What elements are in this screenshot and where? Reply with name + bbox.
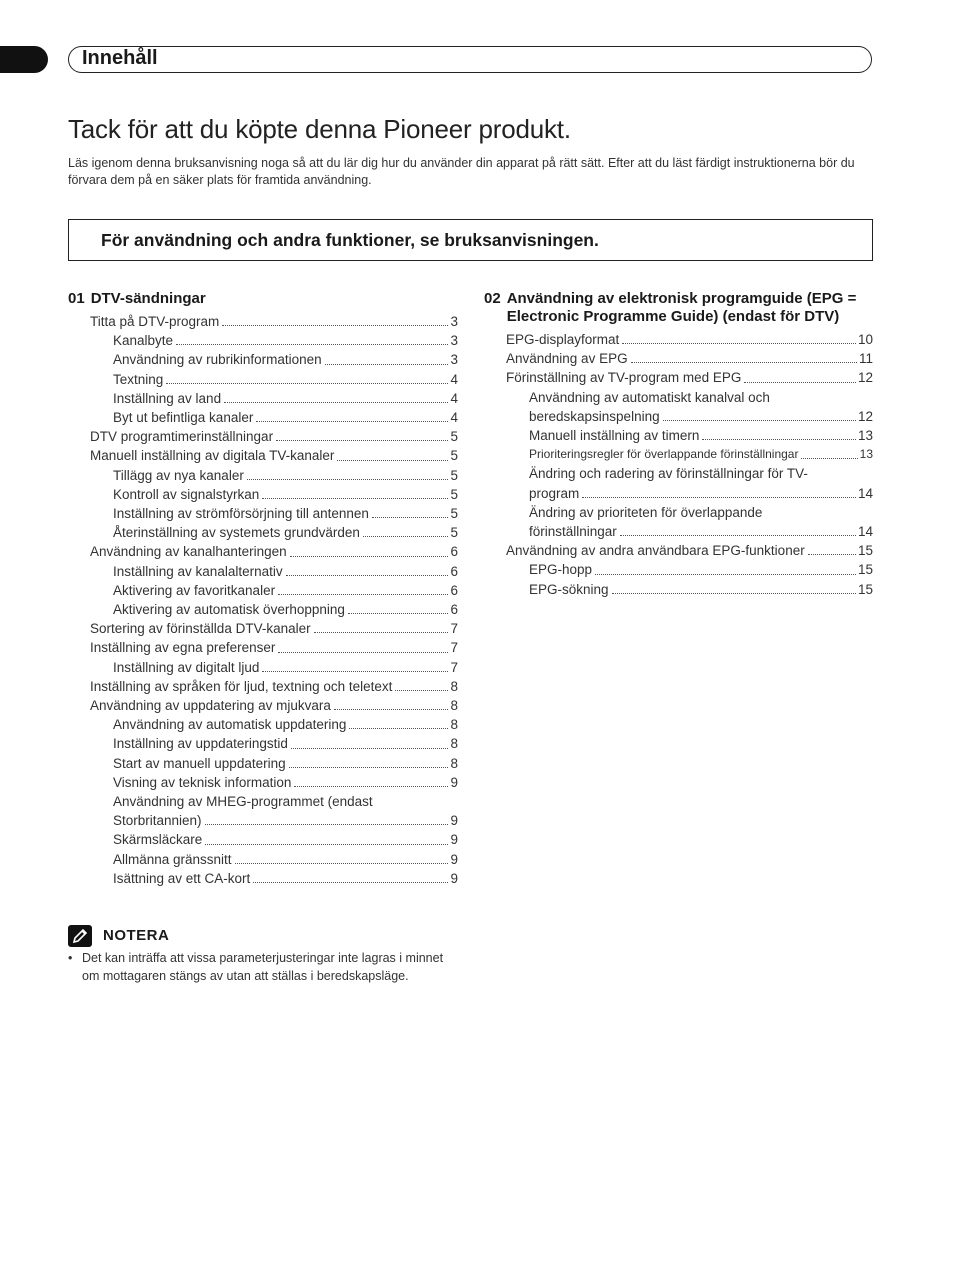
toc-entry-label: Tillägg av nya kanaler bbox=[113, 467, 244, 483]
toc-entry-label: Användning av EPG bbox=[506, 351, 628, 367]
dot-leader bbox=[348, 613, 449, 614]
toc-entry-label: Visning av teknisk information bbox=[113, 774, 292, 790]
dot-leader bbox=[294, 786, 448, 787]
toc-page-number: 9 bbox=[450, 774, 458, 790]
toc-page-number: 5 bbox=[450, 448, 458, 464]
toc-page-number: 5 bbox=[450, 525, 458, 541]
toc-entry[interactable] bbox=[529, 560, 873, 579]
toc-entry-label: EPG-sökning bbox=[529, 581, 609, 597]
toc-page-number: 5 bbox=[450, 429, 458, 445]
toc-entry[interactable] bbox=[529, 445, 873, 464]
toc-entry-label: Inställning av digitalt ljud bbox=[113, 659, 260, 675]
dot-leader bbox=[205, 844, 448, 845]
dot-leader bbox=[205, 824, 449, 825]
toc-entry[interactable] bbox=[90, 638, 458, 657]
toc-entry-label-line1: Användning av automatiskt kanalval och bbox=[529, 389, 770, 405]
dot-leader bbox=[363, 536, 449, 537]
dot-leader bbox=[620, 535, 856, 536]
toc-entry-label: Kontroll av signalstyrkan bbox=[113, 486, 260, 502]
toc-entry[interactable] bbox=[90, 677, 458, 696]
note-item bbox=[68, 950, 458, 985]
toc-entry[interactable] bbox=[113, 658, 458, 677]
pencil-icon bbox=[68, 925, 92, 947]
toc-page-number: 12 bbox=[857, 408, 873, 424]
dot-leader bbox=[325, 364, 449, 365]
toc-page-number: 8 bbox=[450, 698, 458, 714]
dot-leader bbox=[290, 556, 449, 557]
toc-entry[interactable] bbox=[113, 869, 458, 888]
toc-page-number: 9 bbox=[450, 813, 458, 829]
toc-page-number: 15 bbox=[857, 581, 873, 597]
dot-leader bbox=[702, 439, 856, 440]
toc-entry[interactable] bbox=[113, 850, 458, 869]
toc-entry-label-line1: Ändring av prioriteten för överlappande bbox=[529, 504, 763, 520]
toc-entry-label: Användning av uppdatering av mjukvara bbox=[90, 698, 331, 714]
toc-page-number: 13 bbox=[859, 447, 873, 462]
dot-leader bbox=[253, 882, 448, 883]
toc-page-number: 3 bbox=[450, 333, 458, 349]
toc-entry-label: beredskapsinspelning bbox=[529, 408, 660, 424]
dot-leader bbox=[372, 517, 449, 518]
dot-leader bbox=[334, 709, 449, 710]
dot-leader bbox=[166, 383, 448, 384]
toc-entry-label: EPG-hopp bbox=[529, 562, 593, 578]
dot-leader bbox=[663, 420, 856, 421]
section-heading bbox=[484, 290, 873, 326]
toc-entry[interactable] bbox=[113, 408, 458, 427]
toc-entry-label: Start av manuell uppdatering bbox=[113, 755, 286, 771]
note-label: NOTERA bbox=[103, 927, 170, 944]
toc-entry-label: Återinställning av systemets grundvärden bbox=[113, 525, 360, 541]
toc-entry-label: Användning av andra användbara EPG-funktioner bbox=[506, 543, 805, 559]
toc-entry-label: Titta på DTV-program bbox=[90, 314, 220, 329]
dot-leader bbox=[289, 767, 449, 768]
toc-entry-label: Inställning av språken för ljud, textning och teletext bbox=[90, 678, 393, 694]
intro-paragraph: Läs igenom denna bruksanvisning noga så att du lär dig hur du använder din apparat på rätt sätt. Efter att du läst färdigt instruktionerna bör du förvara dem på en säker plats för framtida användning. bbox=[68, 156, 855, 187]
toc-entry[interactable] bbox=[113, 830, 458, 849]
toc-page-number: 5 bbox=[450, 506, 458, 522]
toc-entry-label: förinställningar bbox=[529, 524, 617, 540]
toc-entry-label: Aktivering av favoritkanaler bbox=[113, 582, 276, 598]
section-heading bbox=[68, 290, 458, 308]
toc-entry-label: Isättning av ett CA-kort bbox=[113, 870, 251, 886]
chapter-tab-marker bbox=[0, 46, 48, 73]
toc-section-02 bbox=[484, 290, 873, 599]
toc-entry[interactable] bbox=[113, 734, 458, 753]
toc-entry[interactable] bbox=[529, 503, 873, 541]
toc-entry-label: Allmänna gränssnitt bbox=[113, 851, 232, 867]
toc-entry[interactable] bbox=[113, 370, 458, 389]
dot-leader bbox=[582, 497, 856, 498]
toc-entry[interactable] bbox=[90, 427, 458, 446]
dot-leader bbox=[744, 382, 856, 383]
toc-page-number: 8 bbox=[450, 717, 458, 733]
toc-entry[interactable] bbox=[113, 350, 458, 369]
toc-entry-label: Textning bbox=[113, 371, 164, 387]
toc-page-number: 10 bbox=[857, 332, 873, 347]
toc-entry[interactable] bbox=[113, 523, 458, 542]
section-title: Användning av elektronisk programguide (EPG = Electronic Programme Guide) (endast för DTV) bbox=[506, 290, 857, 325]
dot-leader bbox=[262, 671, 448, 672]
section-title: DTV-sändningar bbox=[90, 290, 206, 307]
dot-leader bbox=[276, 440, 448, 441]
toc-page-number: 7 bbox=[450, 640, 458, 656]
toc-entry-label-line1: Ändring och radering av förinställningar för TV- bbox=[529, 466, 808, 482]
toc-page-number: 4 bbox=[450, 371, 458, 387]
toc-entry-label: Användning av automatisk uppdatering bbox=[113, 717, 347, 733]
toc-entry-label-line1: Användning av MHEG-programmet (endast bbox=[113, 794, 373, 810]
dot-leader bbox=[337, 460, 448, 461]
toc-entry-label: Kanalbyte bbox=[113, 333, 174, 349]
toc-entry[interactable] bbox=[113, 562, 458, 581]
toc-entry[interactable] bbox=[113, 754, 458, 773]
toc-entry[interactable] bbox=[90, 312, 458, 331]
toc-entry-label: Sortering av förinställda DTV-kanaler bbox=[90, 621, 311, 637]
toc-entry[interactable] bbox=[90, 446, 458, 465]
toc-entry-label: Användning av rubrikinformationen bbox=[113, 352, 322, 368]
toc-page-number: 4 bbox=[450, 410, 458, 426]
dot-leader bbox=[222, 325, 448, 326]
dot-leader bbox=[314, 632, 449, 633]
toc-entry[interactable] bbox=[113, 466, 458, 485]
toc-entry[interactable] bbox=[529, 426, 873, 445]
toc-page-number: 6 bbox=[450, 563, 458, 579]
toc-entry-label: Aktivering av automatisk överhoppning bbox=[113, 602, 345, 618]
toc-entry[interactable] bbox=[529, 388, 873, 426]
toc-entry-label: Prioriteringsregler för överlappande förinställningar bbox=[529, 447, 799, 462]
toc-entry[interactable] bbox=[113, 485, 458, 504]
toc-entry[interactable] bbox=[529, 464, 873, 502]
dot-leader bbox=[262, 498, 448, 499]
toc-page-number: 14 bbox=[857, 485, 873, 501]
note-list bbox=[68, 950, 458, 985]
toc-section-01 bbox=[68, 290, 458, 888]
toc-page-number: 7 bbox=[450, 659, 458, 675]
toc-entry-label: Inställning av land bbox=[113, 390, 222, 406]
toc-page-number: 12 bbox=[857, 370, 873, 386]
toc-page-number: 15 bbox=[857, 543, 873, 559]
toc-page-number: 11 bbox=[858, 351, 873, 367]
notice-text: För användning och andra funktioner, se bruksanvisningen. bbox=[101, 230, 599, 250]
toc-page-number: 7 bbox=[450, 621, 458, 637]
toc-entry[interactable] bbox=[506, 349, 873, 368]
toc-entry-label: Storbritannien) bbox=[113, 813, 202, 829]
toc-page-number: 8 bbox=[450, 678, 458, 694]
toc-entry[interactable] bbox=[113, 600, 458, 619]
toc-page-number: 15 bbox=[857, 562, 873, 578]
dot-leader bbox=[801, 458, 857, 459]
toc-page-number: 14 bbox=[857, 524, 873, 540]
header-bar bbox=[68, 46, 872, 73]
toc-entry[interactable] bbox=[113, 389, 458, 408]
dot-leader bbox=[256, 421, 448, 422]
toc-entry[interactable] bbox=[90, 696, 458, 715]
dot-leader bbox=[595, 574, 856, 575]
toc-entry-label: Inställning av uppdateringstid bbox=[113, 736, 288, 752]
toc-entry-label: Inställning av kanalalternativ bbox=[113, 563, 283, 579]
note-item-text: Det kan inträffa att vissa parameterjusteringar inte lagras i minnet om mottagaren stängs av utan att ställas i beredskapsläge. bbox=[82, 951, 444, 983]
dot-leader bbox=[235, 863, 449, 864]
toc-page-number: 13 bbox=[857, 428, 873, 444]
toc-entry-label: program bbox=[529, 485, 580, 501]
dot-leader bbox=[278, 594, 448, 595]
toc-entry[interactable] bbox=[506, 368, 873, 387]
section-number: 02 bbox=[484, 290, 501, 307]
toc-entry[interactable] bbox=[113, 581, 458, 600]
dot-leader bbox=[224, 402, 448, 403]
toc-page-number: 8 bbox=[450, 755, 458, 771]
toc-entry[interactable] bbox=[113, 715, 458, 734]
toc-entry[interactable] bbox=[113, 504, 458, 523]
dot-leader bbox=[176, 344, 448, 345]
toc-list bbox=[484, 330, 873, 599]
toc-entry[interactable] bbox=[113, 792, 458, 830]
section-number: 01 bbox=[68, 290, 85, 307]
toc-page-number: 3 bbox=[450, 314, 458, 329]
toc-page-number: 6 bbox=[450, 544, 458, 560]
toc-entry[interactable] bbox=[506, 541, 873, 560]
toc-page-number: 8 bbox=[450, 736, 458, 752]
toc-entry-label: Manuell inställning av timern bbox=[529, 428, 700, 444]
toc-list bbox=[68, 312, 458, 888]
toc-entry[interactable] bbox=[113, 773, 458, 792]
dot-leader bbox=[395, 690, 448, 691]
toc-entry-label: EPG-displayformat bbox=[506, 332, 620, 347]
page-title: Tack för att du köpte denna Pioneer produkt. bbox=[68, 114, 571, 144]
bullet: • bbox=[68, 951, 73, 965]
toc-entry-label: Inställning av strömförsörjning till antennen bbox=[113, 506, 369, 522]
toc-entry[interactable] bbox=[90, 542, 458, 561]
toc-page-number: 9 bbox=[450, 851, 458, 867]
dot-leader bbox=[247, 479, 449, 480]
toc-entry-label: Skärmsläckare bbox=[113, 832, 203, 848]
toc-entry[interactable] bbox=[529, 580, 873, 599]
toc-entry-label: DTV programtimerinställningar bbox=[90, 429, 274, 445]
dot-leader bbox=[278, 652, 448, 653]
page-header-title: Innehåll bbox=[82, 47, 158, 69]
toc-entry[interactable] bbox=[90, 619, 458, 638]
toc-entry-label: Inställning av egna preferenser bbox=[90, 640, 276, 656]
dot-leader bbox=[612, 593, 856, 594]
toc-entry[interactable] bbox=[113, 331, 458, 350]
dot-leader bbox=[808, 554, 856, 555]
dot-leader bbox=[631, 362, 857, 363]
toc-entry-label: Förinställning av TV-program med EPG bbox=[506, 370, 742, 386]
dot-leader bbox=[349, 728, 448, 729]
toc-page-number: 6 bbox=[450, 582, 458, 598]
toc-entry-label: Användning av kanalhanteringen bbox=[90, 544, 287, 560]
toc-entry-label: Manuell inställning av digitala TV-kanaler bbox=[90, 448, 335, 464]
dot-leader bbox=[291, 748, 449, 749]
toc-page-number: 9 bbox=[450, 832, 458, 848]
toc-entry[interactable] bbox=[506, 330, 873, 349]
dot-leader bbox=[286, 575, 449, 576]
toc-page-number: 5 bbox=[450, 486, 458, 502]
toc-entry-label: Byt ut befintliga kanaler bbox=[113, 410, 254, 426]
toc-page-number: 3 bbox=[450, 352, 458, 368]
toc-page-number: 6 bbox=[450, 602, 458, 618]
toc-page-number: 5 bbox=[450, 467, 458, 483]
dot-leader bbox=[622, 343, 856, 344]
toc-page-number: 9 bbox=[450, 870, 458, 886]
toc-page-number: 4 bbox=[450, 390, 458, 406]
